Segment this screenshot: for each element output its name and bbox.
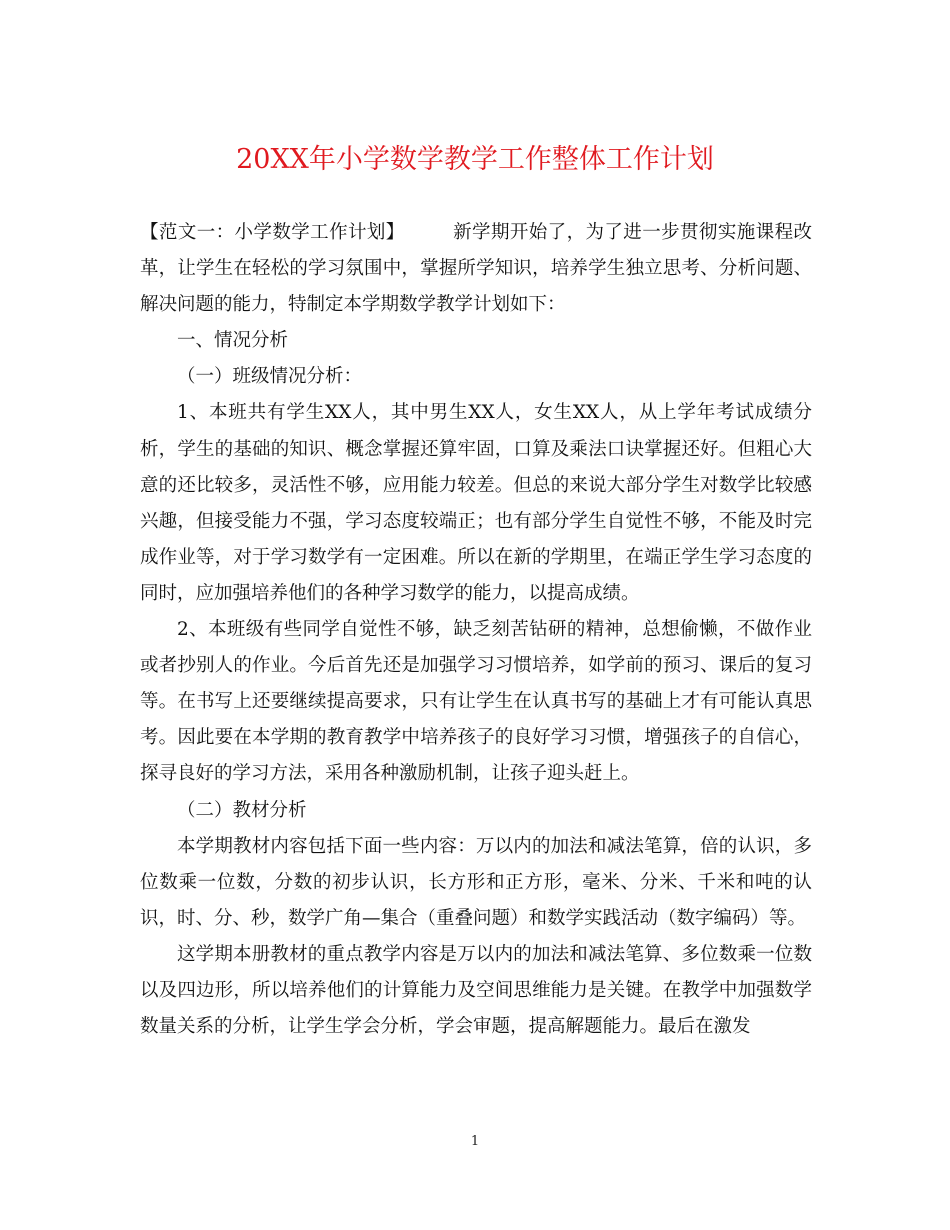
paragraph: 1、本班共有学生XX人，其中男生XX人，女生XX人，从上学年考试成绩分析，学生的基础的知识、概念掌握还算牢固，口算及乘法口诀掌握还好。但粗心大意的还比较多，灵活性不够，应用能力较差。但总的来说大部分学生对数学比较感兴趣，但接受能力不强，学习态度较端正；也有部分学生自觉性不够，不能及时完成作业等，对于学习数学有一定困难。所以在新的学期里，在端正学生学习态度的同时，应加强培养他们的各种学习数学的能力，以提高成绩。 xyxy=(140,402,812,604)
intro-text: 新学期开始了，为了进一步贯彻实施课程改革，让学生在轻松的学习氛围中，掌握所学知识，培养学生独立思考、分析问题、解决问题的能力，特制定本学期数学教学计划如下： xyxy=(140,222,812,316)
paragraph: 这学期本册教材的重点教学内容是万以内的加法和减法笔算、多位数乘一位数以及四边形，所以培养他们的计算能力及空间思维能力是关键。在教学中加强数学数量关系的分析，让学生学会分析，学会审题，提高解题能力。最后在激发 xyxy=(140,943,812,1038)
document-title: 20XX年小学数学教学工作整体工作计划 xyxy=(236,144,714,175)
paragraph: 本学期教材内容包括下面一些内容：万以内的加法和减法笔算，倍的认识，多位数乘一位数，分数的初步认识，长方形和正方形，毫米、分米、千米和吨的认识，时、分、秒，数学广角—集合（重叠问题）和数学实践活动（数字编码）等。 xyxy=(140,835,812,929)
page-number: 1 xyxy=(470,1134,480,1149)
section-heading: 一、情况分析 xyxy=(177,330,289,352)
paragraph: 2、本班级有些同学自觉性不够，缺乏刻苦钻研的精神，总想偷懒，不做作业或者抄别人的作业。今后首先还是加强学习习惯培养，如学前的预习、课后的复习等。在书写上还要继续提高要求，只有让学生在认真书写的基础上才有可能认真思考。因此要在本学期的教育教学中培养孩子的良好学习习惯，增强孩子的自信心，探寻良好的学习方法，采用各种激励机制，让孩子迎头赶上。 xyxy=(140,619,812,785)
sample-label: 【范文一：小学数学工作计划】 xyxy=(140,222,405,243)
intro-paragraph xyxy=(140,215,812,323)
subsection-heading: （二）教材分析 xyxy=(177,799,307,821)
document-body xyxy=(140,215,812,1045)
subsection-heading: （一）班级情况分析： xyxy=(177,366,363,388)
